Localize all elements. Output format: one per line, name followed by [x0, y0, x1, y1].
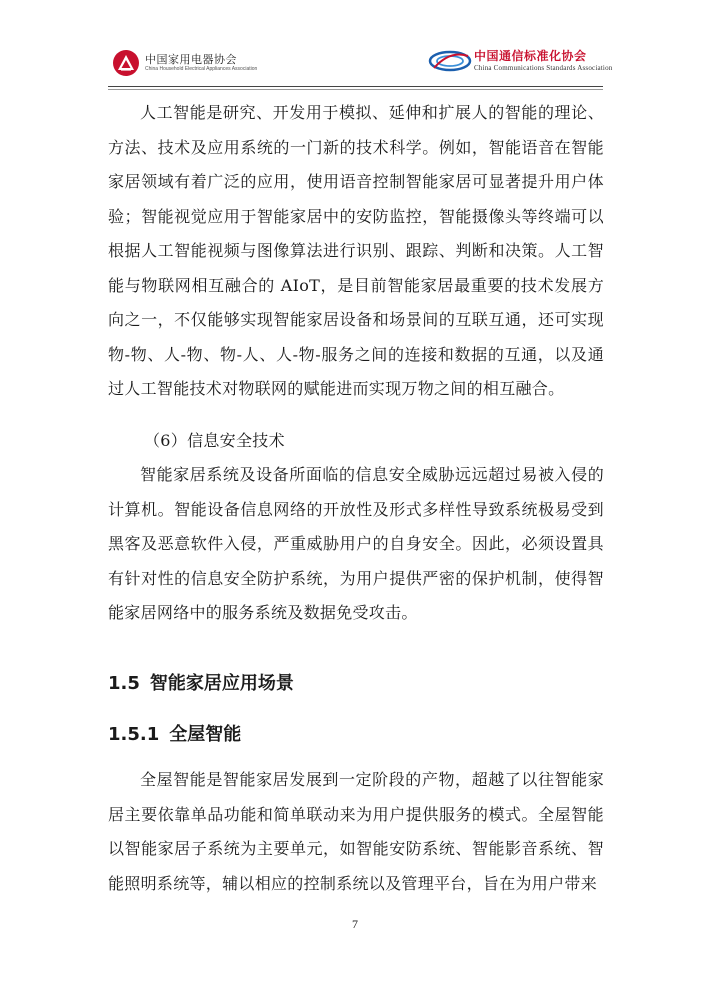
ccsa-emblem-icon	[428, 46, 472, 76]
section-number: 1.5	[108, 673, 140, 694]
page-number: 7	[352, 917, 358, 931]
right-org-name: 中国通信标准化协会	[474, 49, 587, 63]
header-divider	[108, 86, 603, 87]
subsection-heading	[108, 720, 241, 746]
cheaa-logo	[112, 49, 257, 77]
ccsa-logo	[428, 46, 612, 76]
page-header	[0, 0, 710, 96]
ai-intro-paragraph: 人工智能是研究、开发用于模拟、延伸和扩展人的智能的理论、方法、技术及应用系统的一门新的技术科学。例如，智能语音在智能家居领域有着广泛的应用，使用语音控制智能家居可显著提升用户体验；智能视觉应用于智能家居中的安防监控，智能摄像头等终端可以根据人工智能视频与图像算法进行识别、跟踪、判断和决策。人工智能与物联网相互融合的 AIoT，是目前智能家居最重要的技术发展方向之一，不仅能够实现智能家居设备和场景间的互联互通，还可实现物-物、人-物、物-人、人-物-服务之间的连接和数据的互通，以及通过人工智能技术对物联网的赋能进而实现万物之间的相互融合。	[108, 103, 604, 398]
left-org-english: China Household Electrical Appliances Association	[145, 66, 258, 72]
security-paragraph: 智能家居系统及设备所面临的信息安全威胁远远超过易被入侵的计算机。智能设备信息网络的开放性及形式多样性导致系统极易受到黑客及恶意软件入侵，严重威胁用户的自身安全。因此，必须设置具有针对性的信息安全防护系统，为用户提供严密的保护机制，使得智能家居网络中的服务系统及数据免受攻击。	[108, 465, 604, 622]
section-heading	[108, 669, 294, 695]
left-org-name: 中国家用电器协会	[145, 53, 237, 66]
cheaa-emblem-icon	[112, 49, 140, 77]
whole-home-paragraph: 全屋智能是智能家居发展到一定阶段的产物，超越了以往智能家居主要依靠单品功能和简单联动来为用户提供服务的模式。全屋智能以智能家居子系统为主要单元，如智能安防系统、智能影音系统、智能照明系统等，辅以相应的控制系统以及管理平台，旨在为用户带来	[108, 770, 604, 893]
right-org-english: China Communications Standards Association	[474, 64, 613, 72]
header-divider-thin	[108, 89, 603, 90]
security-subheading: （6）信息安全技术	[144, 431, 285, 450]
subsection-title: 全屋智能	[169, 724, 242, 745]
section-title: 智能家居应用场景	[149, 673, 294, 694]
subsection-number: 1.5.1	[108, 724, 160, 745]
